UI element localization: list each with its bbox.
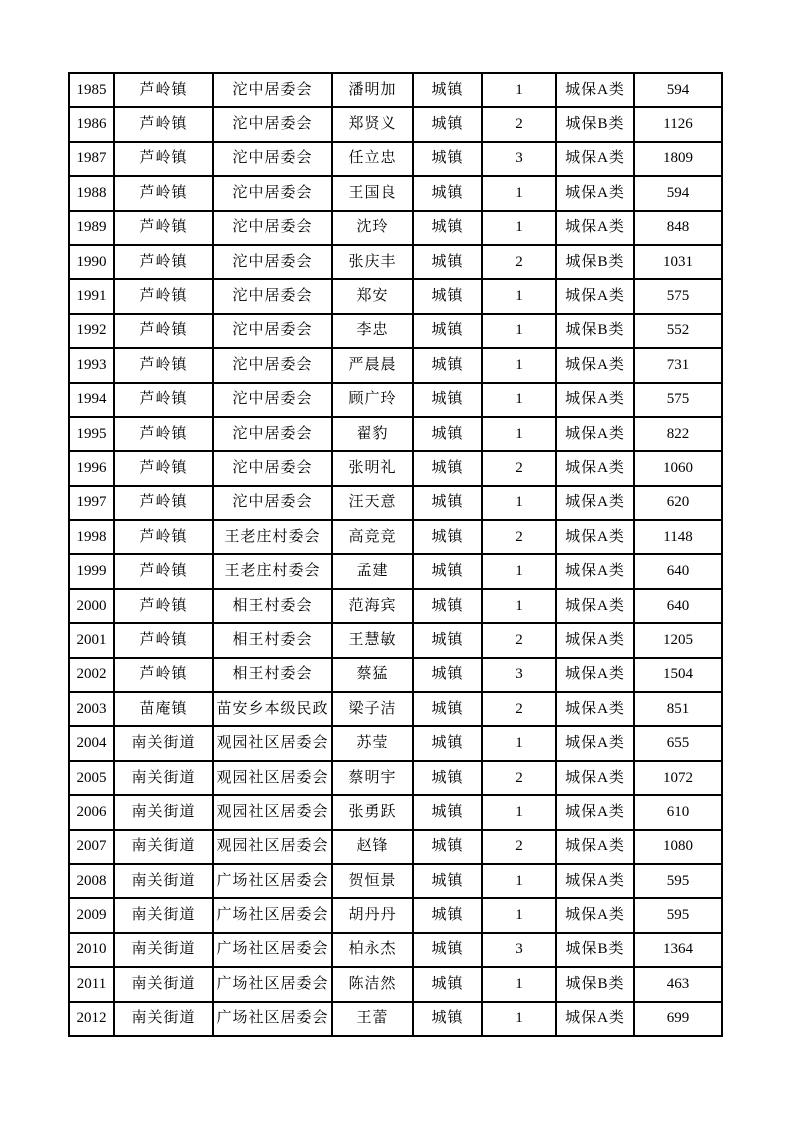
table-cell: 汪天意 bbox=[332, 486, 413, 520]
table-cell: 南关街道 bbox=[114, 761, 213, 795]
table-cell: 2 bbox=[482, 520, 556, 554]
table-cell: 1 bbox=[482, 314, 556, 348]
table-cell: 严晨晨 bbox=[332, 348, 413, 382]
table-row bbox=[69, 1002, 722, 1036]
table-cell: 1364 bbox=[634, 933, 722, 967]
table-cell: 城镇 bbox=[413, 898, 482, 932]
table-cell: 城保B类 bbox=[556, 933, 634, 967]
table-cell: 城镇 bbox=[413, 554, 482, 588]
table-cell: 城保A类 bbox=[556, 554, 634, 588]
table-cell: 相王村委会 bbox=[213, 658, 332, 692]
table-cell: 城保A类 bbox=[556, 348, 634, 382]
table-row bbox=[69, 417, 722, 451]
table-cell: 1 bbox=[482, 73, 556, 107]
table-cell: 广场社区居委会 bbox=[213, 864, 332, 898]
table-cell: 610 bbox=[634, 795, 722, 829]
table-cell: 595 bbox=[634, 898, 722, 932]
table-cell: 芦岭镇 bbox=[114, 623, 213, 657]
table-cell: 城保A类 bbox=[556, 176, 634, 210]
table-cell: 沱中居委会 bbox=[213, 142, 332, 176]
table-cell: 孟建 bbox=[332, 554, 413, 588]
table-cell: 1 bbox=[482, 864, 556, 898]
table-cell: 城保A类 bbox=[556, 520, 634, 554]
table-cell: 1 bbox=[482, 1002, 556, 1036]
table-cell: 1 bbox=[482, 176, 556, 210]
table-cell: 640 bbox=[634, 554, 722, 588]
table-cell: 芦岭镇 bbox=[114, 554, 213, 588]
table-cell: 城保A类 bbox=[556, 795, 634, 829]
table-cell: 2006 bbox=[69, 795, 114, 829]
table-row bbox=[69, 554, 722, 588]
table-cell: 芦岭镇 bbox=[114, 658, 213, 692]
table-cell: 1031 bbox=[634, 245, 722, 279]
table-cell: 1993 bbox=[69, 348, 114, 382]
table-cell: 南关街道 bbox=[114, 830, 213, 864]
table-cell: 城保A类 bbox=[556, 830, 634, 864]
table-cell: 苗庵镇 bbox=[114, 692, 213, 726]
table-cell: 赵锋 bbox=[332, 830, 413, 864]
table-cell: 2 bbox=[482, 107, 556, 141]
welfare-roster-table bbox=[68, 72, 723, 1037]
table-cell: 观园社区居委会 bbox=[213, 761, 332, 795]
table-cell: 翟豹 bbox=[332, 417, 413, 451]
table-cell: 城保A类 bbox=[556, 486, 634, 520]
table-cell: 城保A类 bbox=[556, 658, 634, 692]
table-cell: 沱中居委会 bbox=[213, 486, 332, 520]
table-cell: 张明礼 bbox=[332, 451, 413, 485]
table-cell: 芦岭镇 bbox=[114, 486, 213, 520]
table-cell: 沱中居委会 bbox=[213, 245, 332, 279]
table-cell: 沱中居委会 bbox=[213, 211, 332, 245]
table-cell: 陈洁然 bbox=[332, 967, 413, 1001]
table-cell: 463 bbox=[634, 967, 722, 1001]
table-cell: 1 bbox=[482, 279, 556, 313]
table-cell: 沱中居委会 bbox=[213, 451, 332, 485]
table-cell: 1 bbox=[482, 486, 556, 520]
table-cell: 蔡明宇 bbox=[332, 761, 413, 795]
table-cell: 城镇 bbox=[413, 1002, 482, 1036]
table-cell: 城保A类 bbox=[556, 142, 634, 176]
table-cell: 芦岭镇 bbox=[114, 279, 213, 313]
table-cell: 2011 bbox=[69, 967, 114, 1001]
table-cell: 郑贤义 bbox=[332, 107, 413, 141]
table-cell: 南关街道 bbox=[114, 1002, 213, 1036]
table-cell: 张庆丰 bbox=[332, 245, 413, 279]
table-cell: 城镇 bbox=[413, 176, 482, 210]
table-cell: 2007 bbox=[69, 830, 114, 864]
table-cell: 胡丹丹 bbox=[332, 898, 413, 932]
table-row bbox=[69, 830, 722, 864]
table-cell: 城镇 bbox=[413, 726, 482, 760]
table-cell: 1990 bbox=[69, 245, 114, 279]
table-cell: 城镇 bbox=[413, 933, 482, 967]
table-cell: 595 bbox=[634, 864, 722, 898]
table-cell: 1999 bbox=[69, 554, 114, 588]
table-cell: 沈玲 bbox=[332, 211, 413, 245]
table-cell: 1 bbox=[482, 589, 556, 623]
table-cell: 城镇 bbox=[413, 451, 482, 485]
table-cell: 城镇 bbox=[413, 864, 482, 898]
table-cell: 3 bbox=[482, 658, 556, 692]
table-cell: 1995 bbox=[69, 417, 114, 451]
table-cell: 芦岭镇 bbox=[114, 520, 213, 554]
table-cell: 城镇 bbox=[413, 73, 482, 107]
table-cell: 城保B类 bbox=[556, 314, 634, 348]
table-row bbox=[69, 176, 722, 210]
table-cell: 620 bbox=[634, 486, 722, 520]
table-cell: 城保B类 bbox=[556, 967, 634, 1001]
table-cell: 2 bbox=[482, 451, 556, 485]
table-cell: 南关街道 bbox=[114, 726, 213, 760]
table-cell: 城保A类 bbox=[556, 589, 634, 623]
table-cell: 1 bbox=[482, 417, 556, 451]
roster-table-body bbox=[69, 73, 722, 1036]
table-cell: 2005 bbox=[69, 761, 114, 795]
table-cell: 699 bbox=[634, 1002, 722, 1036]
table-cell: 1992 bbox=[69, 314, 114, 348]
table-cell: 1809 bbox=[634, 142, 722, 176]
table-cell: 城保A类 bbox=[556, 73, 634, 107]
table-cell: 沱中居委会 bbox=[213, 279, 332, 313]
table-cell: 1994 bbox=[69, 383, 114, 417]
table-row bbox=[69, 761, 722, 795]
table-cell: 沱中居委会 bbox=[213, 73, 332, 107]
table-cell: 南关街道 bbox=[114, 967, 213, 1001]
table-cell: 2 bbox=[482, 761, 556, 795]
table-cell: 1 bbox=[482, 383, 556, 417]
table-cell: 城镇 bbox=[413, 348, 482, 382]
table-cell: 2003 bbox=[69, 692, 114, 726]
table-cell: 蔡猛 bbox=[332, 658, 413, 692]
table-cell: 南关街道 bbox=[114, 933, 213, 967]
table-cell: 柏永杰 bbox=[332, 933, 413, 967]
table-cell: 任立忠 bbox=[332, 142, 413, 176]
table-row bbox=[69, 245, 722, 279]
table-cell: 1 bbox=[482, 898, 556, 932]
table-cell: 沱中居委会 bbox=[213, 314, 332, 348]
table-row bbox=[69, 795, 722, 829]
table-cell: 城镇 bbox=[413, 761, 482, 795]
table-row bbox=[69, 142, 722, 176]
table-cell: 2004 bbox=[69, 726, 114, 760]
table-cell: 广场社区居委会 bbox=[213, 967, 332, 1001]
table-cell: 潘明加 bbox=[332, 73, 413, 107]
table-row bbox=[69, 279, 722, 313]
table-row bbox=[69, 314, 722, 348]
table-cell: 1 bbox=[482, 726, 556, 760]
table-cell: 芦岭镇 bbox=[114, 245, 213, 279]
table-cell: 城镇 bbox=[413, 142, 482, 176]
table-cell: 城镇 bbox=[413, 623, 482, 657]
table-row bbox=[69, 658, 722, 692]
table-cell: 芦岭镇 bbox=[114, 314, 213, 348]
table-cell: 城保A类 bbox=[556, 623, 634, 657]
table-cell: 1060 bbox=[634, 451, 722, 485]
table-cell: 城保A类 bbox=[556, 864, 634, 898]
table-cell: 3 bbox=[482, 933, 556, 967]
table-cell: 王老庄村委会 bbox=[213, 554, 332, 588]
table-cell: 南关街道 bbox=[114, 898, 213, 932]
table-cell: 城保A类 bbox=[556, 383, 634, 417]
table-cell: 观园社区居委会 bbox=[213, 830, 332, 864]
table-cell: 1 bbox=[482, 967, 556, 1001]
table-cell: 2 bbox=[482, 692, 556, 726]
table-cell: 沱中居委会 bbox=[213, 383, 332, 417]
table-cell: 575 bbox=[634, 383, 722, 417]
table-cell: 2010 bbox=[69, 933, 114, 967]
table-cell: 城镇 bbox=[413, 486, 482, 520]
table-cell: 1989 bbox=[69, 211, 114, 245]
table-row bbox=[69, 623, 722, 657]
table-cell: 2009 bbox=[69, 898, 114, 932]
table-cell: 王蕾 bbox=[332, 1002, 413, 1036]
table-cell: 城镇 bbox=[413, 314, 482, 348]
table-cell: 芦岭镇 bbox=[114, 589, 213, 623]
table-cell: 范海宾 bbox=[332, 589, 413, 623]
table-cell: 苏莹 bbox=[332, 726, 413, 760]
table-cell: 城保A类 bbox=[556, 898, 634, 932]
table-cell: 1998 bbox=[69, 520, 114, 554]
table-cell: 贺恒景 bbox=[332, 864, 413, 898]
table-cell: 851 bbox=[634, 692, 722, 726]
table-row bbox=[69, 211, 722, 245]
table-cell: 城保A类 bbox=[556, 279, 634, 313]
table-cell: 1988 bbox=[69, 176, 114, 210]
table-cell: 李忠 bbox=[332, 314, 413, 348]
table-cell: 城镇 bbox=[413, 795, 482, 829]
table-cell: 575 bbox=[634, 279, 722, 313]
table-cell: 南关街道 bbox=[114, 864, 213, 898]
table-cell: 城保A类 bbox=[556, 761, 634, 795]
table-cell: 苗安乡本级民政 bbox=[213, 692, 332, 726]
table-cell: 655 bbox=[634, 726, 722, 760]
table-cell: 城镇 bbox=[413, 658, 482, 692]
table-cell: 1 bbox=[482, 554, 556, 588]
table-cell: 沱中居委会 bbox=[213, 417, 332, 451]
table-cell: 2000 bbox=[69, 589, 114, 623]
table-cell: 2012 bbox=[69, 1002, 114, 1036]
table-cell: 1 bbox=[482, 211, 556, 245]
table-cell: 552 bbox=[634, 314, 722, 348]
table-cell: 芦岭镇 bbox=[114, 417, 213, 451]
table-row bbox=[69, 451, 722, 485]
table-cell: 城镇 bbox=[413, 383, 482, 417]
table-cell: 594 bbox=[634, 73, 722, 107]
table-cell: 1986 bbox=[69, 107, 114, 141]
table-row bbox=[69, 486, 722, 520]
table-cell: 1504 bbox=[634, 658, 722, 692]
table-cell: 2001 bbox=[69, 623, 114, 657]
table-cell: 相王村委会 bbox=[213, 589, 332, 623]
table-cell: 城保A类 bbox=[556, 451, 634, 485]
table-cell: 731 bbox=[634, 348, 722, 382]
table-cell: 1985 bbox=[69, 73, 114, 107]
table-row bbox=[69, 383, 722, 417]
table-cell: 城保A类 bbox=[556, 211, 634, 245]
table-cell: 1126 bbox=[634, 107, 722, 141]
table-row bbox=[69, 589, 722, 623]
table-cell: 822 bbox=[634, 417, 722, 451]
table-cell: 郑安 bbox=[332, 279, 413, 313]
table-cell: 广场社区居委会 bbox=[213, 898, 332, 932]
table-cell: 城镇 bbox=[413, 417, 482, 451]
table-cell: 1072 bbox=[634, 761, 722, 795]
table-cell: 沱中居委会 bbox=[213, 348, 332, 382]
table-cell: 1 bbox=[482, 348, 556, 382]
table-cell: 城镇 bbox=[413, 245, 482, 279]
table-cell: 芦岭镇 bbox=[114, 107, 213, 141]
table-cell: 芦岭镇 bbox=[114, 383, 213, 417]
table-row bbox=[69, 933, 722, 967]
table-row bbox=[69, 726, 722, 760]
table-cell: 沱中居委会 bbox=[213, 107, 332, 141]
table-cell: 城镇 bbox=[413, 107, 482, 141]
table-row bbox=[69, 348, 722, 382]
table-cell: 1205 bbox=[634, 623, 722, 657]
table-cell: 城镇 bbox=[413, 211, 482, 245]
table-cell: 沱中居委会 bbox=[213, 176, 332, 210]
table-cell: 高竞竞 bbox=[332, 520, 413, 554]
table-cell: 3 bbox=[482, 142, 556, 176]
table-cell: 1996 bbox=[69, 451, 114, 485]
table-cell: 广场社区居委会 bbox=[213, 933, 332, 967]
table-cell: 芦岭镇 bbox=[114, 451, 213, 485]
table-cell: 1997 bbox=[69, 486, 114, 520]
table-cell: 城保A类 bbox=[556, 726, 634, 760]
table-cell: 芦岭镇 bbox=[114, 348, 213, 382]
table-cell: 640 bbox=[634, 589, 722, 623]
table-cell: 王老庄村委会 bbox=[213, 520, 332, 554]
table-cell: 城镇 bbox=[413, 520, 482, 554]
table-cell: 594 bbox=[634, 176, 722, 210]
table-cell: 城镇 bbox=[413, 967, 482, 1001]
table-cell: 观园社区居委会 bbox=[213, 795, 332, 829]
table-cell: 芦岭镇 bbox=[114, 211, 213, 245]
table-row bbox=[69, 967, 722, 1001]
table-cell: 城保A类 bbox=[556, 417, 634, 451]
table-row bbox=[69, 520, 722, 554]
table-cell: 芦岭镇 bbox=[114, 142, 213, 176]
table-cell: 顾广玲 bbox=[332, 383, 413, 417]
table-cell: 城保A类 bbox=[556, 692, 634, 726]
table-row bbox=[69, 107, 722, 141]
table-cell: 城镇 bbox=[413, 692, 482, 726]
table-cell: 1080 bbox=[634, 830, 722, 864]
table-cell: 2 bbox=[482, 623, 556, 657]
table-cell: 2 bbox=[482, 830, 556, 864]
table-cell: 848 bbox=[634, 211, 722, 245]
table-cell: 城保A类 bbox=[556, 1002, 634, 1036]
table-cell: 城镇 bbox=[413, 830, 482, 864]
table-cell: 张勇跃 bbox=[332, 795, 413, 829]
table-cell: 梁子洁 bbox=[332, 692, 413, 726]
table-cell: 城镇 bbox=[413, 279, 482, 313]
table-cell: 2 bbox=[482, 245, 556, 279]
table-row bbox=[69, 73, 722, 107]
table-cell: 1 bbox=[482, 795, 556, 829]
table-row bbox=[69, 692, 722, 726]
table-cell: 2008 bbox=[69, 864, 114, 898]
table-cell: 王国良 bbox=[332, 176, 413, 210]
table-cell: 1987 bbox=[69, 142, 114, 176]
table-cell: 城镇 bbox=[413, 589, 482, 623]
table-row bbox=[69, 864, 722, 898]
table-cell: 城保B类 bbox=[556, 107, 634, 141]
table-cell: 1991 bbox=[69, 279, 114, 313]
table-row bbox=[69, 898, 722, 932]
table-cell: 芦岭镇 bbox=[114, 176, 213, 210]
table-cell: 南关街道 bbox=[114, 795, 213, 829]
table-cell: 城保B类 bbox=[556, 245, 634, 279]
table-cell: 广场社区居委会 bbox=[213, 1002, 332, 1036]
table-cell: 芦岭镇 bbox=[114, 73, 213, 107]
table-cell: 2002 bbox=[69, 658, 114, 692]
table-cell: 观园社区居委会 bbox=[213, 726, 332, 760]
table-cell: 1148 bbox=[634, 520, 722, 554]
table-cell: 王慧敏 bbox=[332, 623, 413, 657]
table-cell: 相王村委会 bbox=[213, 623, 332, 657]
